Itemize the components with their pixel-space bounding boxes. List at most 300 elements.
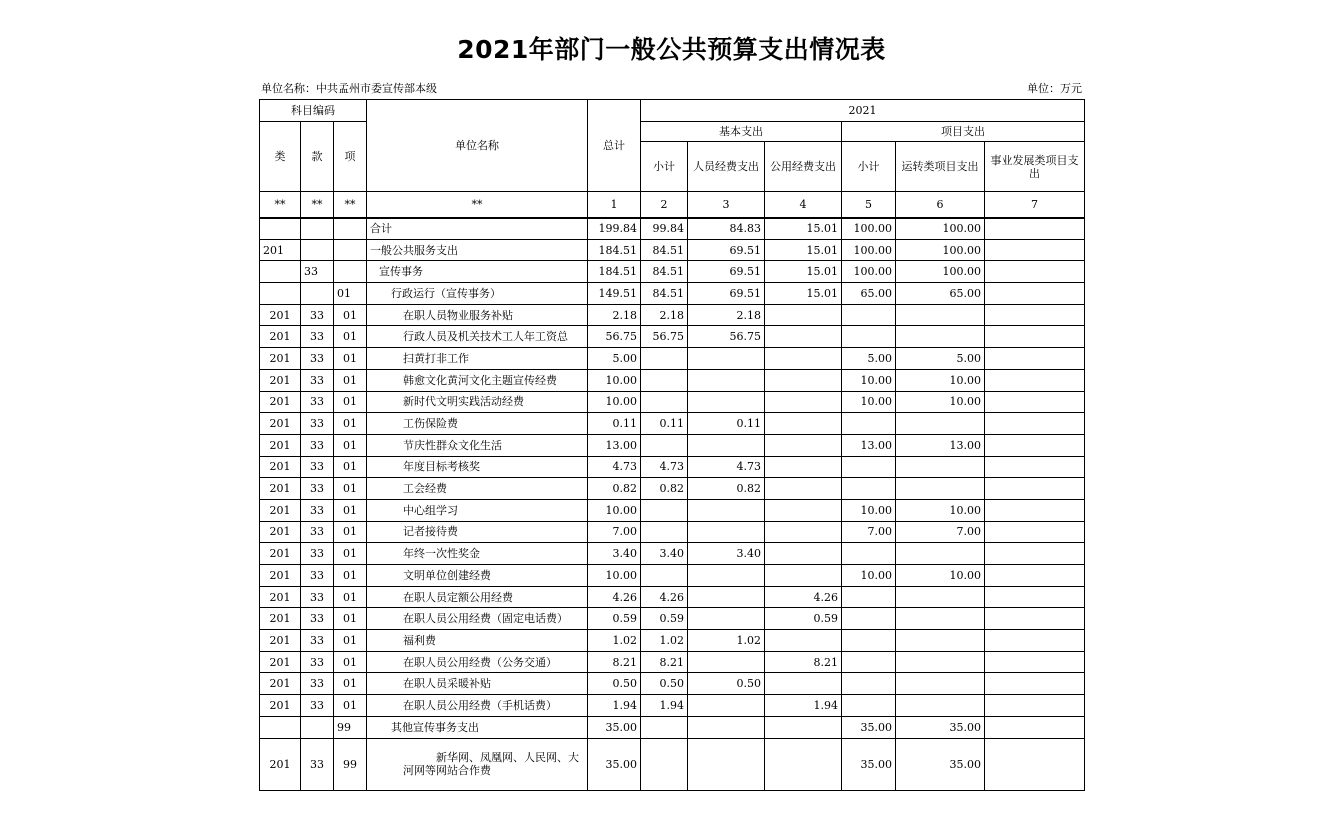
code-kuan-cell: [301, 716, 334, 738]
table-row: [260, 608, 1085, 630]
personnel-cell: [688, 716, 765, 738]
header-kuan: 款: [301, 122, 334, 192]
personnel-cell: [688, 695, 765, 717]
total-cell: 184.51: [588, 239, 641, 261]
code-lei-cell: 201: [260, 434, 301, 456]
table-row: [260, 499, 1085, 521]
public-cell: 4.26: [765, 586, 842, 608]
code-lei-cell: 201: [260, 651, 301, 673]
basic-subtotal-cell: [641, 391, 688, 413]
total-cell: 35.00: [588, 716, 641, 738]
development-project-cell: [985, 543, 1085, 565]
personnel-cell: [688, 738, 765, 790]
unit-name-cell: 在职人员公用经费（公务交通）: [367, 651, 588, 673]
operation-project-cell: 10.00: [896, 565, 985, 587]
budget-table: [259, 99, 1085, 791]
code-kuan-cell: 33: [301, 521, 334, 543]
code-xiang-cell: 01: [334, 586, 367, 608]
code-lei-cell: 201: [260, 456, 301, 478]
code-xiang-cell: 01: [334, 391, 367, 413]
total-cell: 10.00: [588, 369, 641, 391]
basic-subtotal-cell: 0.50: [641, 673, 688, 695]
code-kuan-cell: 33: [301, 499, 334, 521]
code-lei-cell: 201: [260, 695, 301, 717]
code-kuan-cell: 33: [301, 738, 334, 790]
personnel-cell: 1.02: [688, 630, 765, 652]
personnel-cell: [688, 565, 765, 587]
code-xiang-cell: 01: [334, 456, 367, 478]
development-project-cell: [985, 434, 1085, 456]
personnel-cell: 84.83: [688, 218, 765, 240]
basic-subtotal-cell: 1.94: [641, 695, 688, 717]
code-lei-cell: 201: [260, 521, 301, 543]
project-subtotal-cell: [842, 608, 896, 630]
table-row: [260, 304, 1085, 326]
code-kuan-cell: [301, 218, 334, 240]
project-subtotal-cell: [842, 413, 896, 435]
total-cell: 149.51: [588, 283, 641, 305]
public-cell: [765, 434, 842, 456]
personnel-cell: 69.51: [688, 261, 765, 283]
code-kuan-cell: 33: [301, 543, 334, 565]
code-xiang-cell: 01: [334, 434, 367, 456]
development-project-cell: [985, 304, 1085, 326]
public-cell: [765, 738, 842, 790]
public-cell: 15.01: [765, 218, 842, 240]
operation-project-cell: [896, 586, 985, 608]
unit-name-cell: 其他宣传事务支出: [367, 716, 588, 738]
unit-name-cell: 工会经费: [367, 478, 588, 500]
code-xiang-cell: 01: [334, 565, 367, 587]
development-project-cell: [985, 586, 1085, 608]
header-danwei: 单位名称: [367, 100, 588, 192]
operation-project-cell: [896, 478, 985, 500]
code-kuan-cell: 33: [301, 586, 334, 608]
code-kuan-cell: 33: [301, 413, 334, 435]
table-row: [260, 716, 1085, 738]
code-lei-cell: 201: [260, 326, 301, 348]
unit-name-cell: 在职人员物业服务补贴: [367, 304, 588, 326]
unit-name-cell: 文明单位创建经费: [367, 565, 588, 587]
header-kemu: 科目编码: [260, 100, 367, 122]
basic-subtotal-cell: 4.73: [641, 456, 688, 478]
personnel-cell: [688, 586, 765, 608]
unit-name-cell: 记者接待费: [367, 521, 588, 543]
development-project-cell: [985, 673, 1085, 695]
development-project-cell: [985, 413, 1085, 435]
code-xiang-cell: [334, 261, 367, 283]
project-subtotal-cell: [842, 630, 896, 652]
basic-subtotal-cell: 8.21: [641, 651, 688, 673]
personnel-cell: 4.73: [688, 456, 765, 478]
public-cell: [765, 499, 842, 521]
code-kuan-cell: 33: [301, 348, 334, 370]
unit-name-cell: 新华网、凤凰网、人民网、大河网等网站合作费: [367, 738, 588, 790]
development-project-cell: [985, 369, 1085, 391]
code-lei-cell: 201: [260, 478, 301, 500]
public-cell: 15.01: [765, 283, 842, 305]
code-lei-cell: 201: [260, 608, 301, 630]
public-cell: [765, 543, 842, 565]
public-cell: 15.01: [765, 239, 842, 261]
development-project-cell: [985, 478, 1085, 500]
personnel-cell: [688, 434, 765, 456]
unit-name-cell: 福利费: [367, 630, 588, 652]
public-cell: [765, 716, 842, 738]
personnel-cell: 2.18: [688, 304, 765, 326]
header-xiaoji-basic: 小计: [641, 142, 688, 192]
table-row: [260, 586, 1085, 608]
code-lei-cell: 201: [260, 499, 301, 521]
operation-project-cell: [896, 326, 985, 348]
table-row: [260, 478, 1085, 500]
table-row: [260, 651, 1085, 673]
code-kuan-cell: 33: [301, 261, 334, 283]
code-kuan-cell: [301, 239, 334, 261]
project-subtotal-cell: 10.00: [842, 391, 896, 413]
index-cell: 1: [588, 192, 641, 218]
operation-project-cell: 35.00: [896, 716, 985, 738]
development-project-cell: [985, 565, 1085, 587]
basic-subtotal-cell: [641, 369, 688, 391]
basic-subtotal-cell: [641, 434, 688, 456]
code-lei-cell: 201: [260, 413, 301, 435]
operation-project-cell: [896, 695, 985, 717]
personnel-cell: 0.82: [688, 478, 765, 500]
basic-subtotal-cell: 0.82: [641, 478, 688, 500]
code-kuan-cell: 33: [301, 565, 334, 587]
code-lei-cell: [260, 716, 301, 738]
code-xiang-cell: 01: [334, 348, 367, 370]
code-kuan-cell: [301, 283, 334, 305]
operation-project-cell: [896, 543, 985, 565]
code-xiang-cell: 01: [334, 543, 367, 565]
unit-name-cell: 在职人员采暖补贴: [367, 673, 588, 695]
operation-project-cell: [896, 630, 985, 652]
project-subtotal-cell: [842, 586, 896, 608]
table-row: [260, 521, 1085, 543]
development-project-cell: [985, 239, 1085, 261]
public-cell: [765, 478, 842, 500]
code-kuan-cell: 33: [301, 673, 334, 695]
table-row: [260, 456, 1085, 478]
operation-project-cell: 100.00: [896, 218, 985, 240]
basic-subtotal-cell: 0.59: [641, 608, 688, 630]
development-project-cell: [985, 608, 1085, 630]
development-project-cell: [985, 716, 1085, 738]
operation-project-cell: 10.00: [896, 369, 985, 391]
project-subtotal-cell: 10.00: [842, 565, 896, 587]
development-project-cell: [985, 695, 1085, 717]
total-cell: 4.73: [588, 456, 641, 478]
project-subtotal-cell: 35.00: [842, 716, 896, 738]
table-row: [260, 434, 1085, 456]
public-cell: 8.21: [765, 651, 842, 673]
personnel-cell: [688, 391, 765, 413]
personnel-cell: [688, 521, 765, 543]
table-row: [260, 283, 1085, 305]
code-xiang-cell: 01: [334, 369, 367, 391]
personnel-cell: 69.51: [688, 283, 765, 305]
code-xiang-cell: [334, 218, 367, 240]
development-project-cell: [985, 283, 1085, 305]
personnel-cell: 0.50: [688, 673, 765, 695]
code-xiang-cell: 01: [334, 608, 367, 630]
header-xiang: 项: [334, 122, 367, 192]
public-cell: [765, 391, 842, 413]
project-subtotal-cell: [842, 478, 896, 500]
public-cell: [765, 369, 842, 391]
code-lei-cell: 201: [260, 738, 301, 790]
personnel-cell: [688, 348, 765, 370]
public-cell: [765, 521, 842, 543]
operation-project-cell: 5.00: [896, 348, 985, 370]
code-kuan-cell: 33: [301, 391, 334, 413]
project-subtotal-cell: [842, 543, 896, 565]
total-cell: 0.50: [588, 673, 641, 695]
basic-subtotal-cell: 2.18: [641, 304, 688, 326]
header-jiben: 基本支出: [641, 122, 842, 142]
unit-name-cell: 韩愈文化黄河文化主题宣传经费: [367, 369, 588, 391]
code-kuan-cell: 33: [301, 434, 334, 456]
unit-name-cell: 合计: [367, 218, 588, 240]
development-project-cell: [985, 651, 1085, 673]
total-cell: 5.00: [588, 348, 641, 370]
header-xiaoji-project: 小计: [842, 142, 896, 192]
total-cell: 0.82: [588, 478, 641, 500]
code-xiang-cell: 01: [334, 283, 367, 305]
code-lei-cell: 201: [260, 304, 301, 326]
unit-name-cell: 行政人员及机关技术工人年工资总: [367, 326, 588, 348]
unit-name-cell: 宣传事务: [367, 261, 588, 283]
table-row: [260, 630, 1085, 652]
table-row: [260, 261, 1085, 283]
code-xiang-cell: 99: [334, 738, 367, 790]
code-xiang-cell: 01: [334, 413, 367, 435]
code-kuan-cell: 33: [301, 630, 334, 652]
personnel-cell: [688, 369, 765, 391]
development-project-cell: [985, 391, 1085, 413]
personnel-cell: [688, 651, 765, 673]
personnel-cell: 0.11: [688, 413, 765, 435]
personnel-cell: 69.51: [688, 239, 765, 261]
basic-subtotal-cell: 4.26: [641, 586, 688, 608]
code-lei-cell: 201: [260, 630, 301, 652]
total-cell: 10.00: [588, 391, 641, 413]
basic-subtotal-cell: 99.84: [641, 218, 688, 240]
public-cell: 1.94: [765, 695, 842, 717]
basic-subtotal-cell: 1.02: [641, 630, 688, 652]
table-row: [260, 391, 1085, 413]
header-zongji: 总计: [588, 100, 641, 192]
project-subtotal-cell: 5.00: [842, 348, 896, 370]
operation-project-cell: 10.00: [896, 391, 985, 413]
header-lei: 类: [260, 122, 301, 192]
development-project-cell: [985, 326, 1085, 348]
header-renyuan: 人员经费支出: [688, 142, 765, 192]
code-xiang-cell: 01: [334, 695, 367, 717]
public-cell: [765, 456, 842, 478]
basic-subtotal-cell: 84.51: [641, 261, 688, 283]
index-cell: 3: [688, 192, 765, 218]
public-cell: [765, 326, 842, 348]
index-cell: **: [334, 192, 367, 218]
total-cell: 7.00: [588, 521, 641, 543]
code-xiang-cell: 01: [334, 521, 367, 543]
index-cell: 5: [842, 192, 896, 218]
table-row: [260, 673, 1085, 695]
index-cell: 2: [641, 192, 688, 218]
basic-subtotal-cell: 84.51: [641, 239, 688, 261]
total-cell: 4.26: [588, 586, 641, 608]
code-kuan-cell: 33: [301, 478, 334, 500]
unit-name-cell: 中心组学习: [367, 499, 588, 521]
code-lei-cell: 201: [260, 239, 301, 261]
public-cell: [765, 348, 842, 370]
total-cell: 3.40: [588, 543, 641, 565]
total-cell: 1.02: [588, 630, 641, 652]
code-kuan-cell: 33: [301, 326, 334, 348]
public-cell: [765, 673, 842, 695]
operation-project-cell: [896, 413, 985, 435]
public-cell: 0.59: [765, 608, 842, 630]
development-project-cell: [985, 261, 1085, 283]
project-subtotal-cell: 10.00: [842, 369, 896, 391]
table-row: [260, 369, 1085, 391]
basic-subtotal-cell: [641, 521, 688, 543]
code-kuan-cell: 33: [301, 651, 334, 673]
total-cell: 199.84: [588, 218, 641, 240]
operation-project-cell: 7.00: [896, 521, 985, 543]
total-cell: 2.18: [588, 304, 641, 326]
total-cell: 35.00: [588, 738, 641, 790]
code-xiang-cell: 01: [334, 304, 367, 326]
project-subtotal-cell: [842, 304, 896, 326]
total-cell: 0.59: [588, 608, 641, 630]
unit-name-cell: 年终一次性奖金: [367, 543, 588, 565]
unit-name-cell: 工伤保险费: [367, 413, 588, 435]
public-cell: 15.01: [765, 261, 842, 283]
project-subtotal-cell: 65.00: [842, 283, 896, 305]
public-cell: [765, 565, 842, 587]
code-kuan-cell: 33: [301, 695, 334, 717]
public-cell: [765, 630, 842, 652]
operation-project-cell: 35.00: [896, 738, 985, 790]
code-kuan-cell: 33: [301, 456, 334, 478]
code-xiang-cell: [334, 239, 367, 261]
unit-name-cell: 一般公共服务支出: [367, 239, 588, 261]
code-lei-cell: 201: [260, 586, 301, 608]
unit-name-cell: 行政运行（宣传事务）: [367, 283, 588, 305]
project-subtotal-cell: [842, 456, 896, 478]
index-cell: **: [301, 192, 334, 218]
project-subtotal-cell: [842, 326, 896, 348]
code-xiang-cell: 01: [334, 651, 367, 673]
table-row: [260, 326, 1085, 348]
code-lei-cell: [260, 261, 301, 283]
project-subtotal-cell: 100.00: [842, 218, 896, 240]
project-subtotal-cell: [842, 695, 896, 717]
index-cell: 7: [985, 192, 1085, 218]
code-lei-cell: 201: [260, 565, 301, 587]
index-cell: 4: [765, 192, 842, 218]
code-xiang-cell: 99: [334, 716, 367, 738]
development-project-cell: [985, 738, 1085, 790]
public-cell: [765, 413, 842, 435]
development-project-cell: [985, 521, 1085, 543]
total-cell: 10.00: [588, 565, 641, 587]
development-project-cell: [985, 630, 1085, 652]
operation-project-cell: 100.00: [896, 239, 985, 261]
operation-project-cell: 10.00: [896, 499, 985, 521]
code-xiang-cell: 01: [334, 326, 367, 348]
operation-project-cell: [896, 608, 985, 630]
basic-subtotal-cell: [641, 499, 688, 521]
code-kuan-cell: 33: [301, 369, 334, 391]
project-subtotal-cell: 13.00: [842, 434, 896, 456]
code-lei-cell: [260, 218, 301, 240]
code-xiang-cell: 01: [334, 673, 367, 695]
unit-name-cell: 节庆性群众文化生活: [367, 434, 588, 456]
personnel-cell: [688, 499, 765, 521]
code-kuan-cell: 33: [301, 304, 334, 326]
code-lei-cell: 201: [260, 673, 301, 695]
total-cell: 184.51: [588, 261, 641, 283]
personnel-cell: 56.75: [688, 326, 765, 348]
project-subtotal-cell: 7.00: [842, 521, 896, 543]
development-project-cell: [985, 348, 1085, 370]
unit-name-cell: 新时代文明实践活动经费: [367, 391, 588, 413]
header-gongyong: 公用经费支出: [765, 142, 842, 192]
table-row: [260, 218, 1085, 240]
table-row: [260, 413, 1085, 435]
code-kuan-cell: 33: [301, 608, 334, 630]
development-project-cell: [985, 218, 1085, 240]
unit-name-cell: 在职人员公用经费（手机话费）: [367, 695, 588, 717]
currency-unit-label: 单位：万元: [1027, 82, 1082, 95]
header-year: 2021: [641, 100, 1085, 122]
table-row: [260, 348, 1085, 370]
operation-project-cell: [896, 304, 985, 326]
operation-project-cell: 100.00: [896, 261, 985, 283]
basic-subtotal-cell: [641, 565, 688, 587]
basic-subtotal-cell: 84.51: [641, 283, 688, 305]
basic-subtotal-cell: [641, 348, 688, 370]
code-xiang-cell: 01: [334, 478, 367, 500]
unit-name-cell: 年度目标考核奖: [367, 456, 588, 478]
project-subtotal-cell: 100.00: [842, 239, 896, 261]
code-xiang-cell: 01: [334, 630, 367, 652]
development-project-cell: [985, 456, 1085, 478]
project-subtotal-cell: 10.00: [842, 499, 896, 521]
header-shiye: 事业发展类项目支出: [985, 142, 1085, 192]
table-row: [260, 738, 1085, 790]
basic-subtotal-cell: [641, 716, 688, 738]
operation-project-cell: 13.00: [896, 434, 985, 456]
index-cell: 6: [896, 192, 985, 218]
code-lei-cell: [260, 283, 301, 305]
code-lei-cell: 201: [260, 369, 301, 391]
header-yunzhuan: 运转类项目支出: [896, 142, 985, 192]
code-lei-cell: 201: [260, 348, 301, 370]
table-row: [260, 695, 1085, 717]
total-cell: 56.75: [588, 326, 641, 348]
basic-subtotal-cell: [641, 738, 688, 790]
project-subtotal-cell: 100.00: [842, 261, 896, 283]
public-cell: [765, 304, 842, 326]
operation-project-cell: [896, 651, 985, 673]
code-lei-cell: 201: [260, 391, 301, 413]
